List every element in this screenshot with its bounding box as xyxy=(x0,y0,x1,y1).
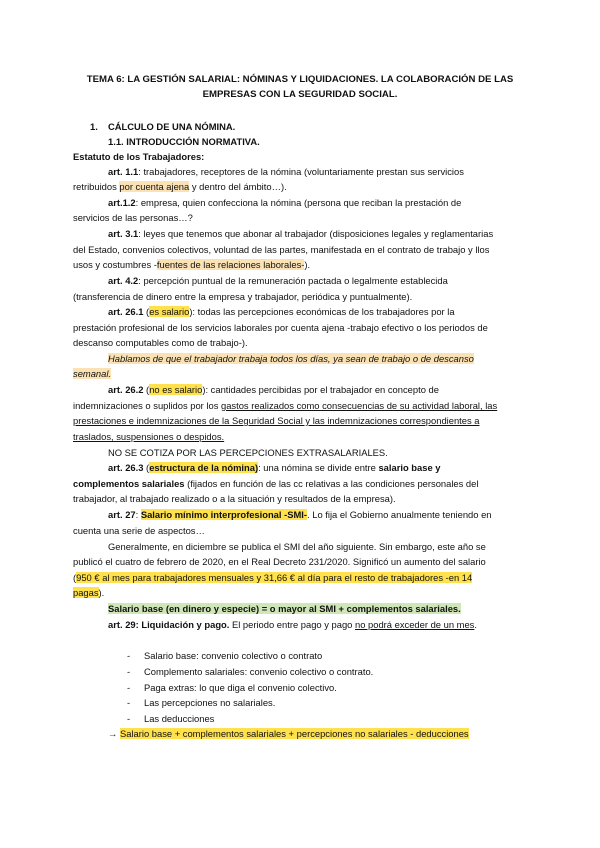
art-26-3-line-2: complementos salariales (fijados en función de las cc relativas a las condiciones personales del xyxy=(73,478,479,489)
art-3-1-line-1: art. 3.1: leyes que tenemos que abonar al trabajador (disposiciones legales y reglamentarias xyxy=(108,228,494,239)
note-line-2: semanal. xyxy=(73,368,112,379)
art-26-1-line-2: prestación profesional de los servicios laborales por cuenta ajena -trabajo efectivo o los periodos de xyxy=(73,322,488,333)
section-heading: CÁLCULO DE UNA NÓMINA. xyxy=(108,121,236,132)
art-1-1-line-1: art. 1.1: trabajadores, receptores de la nómina (voluntariamente prestan sus servicios xyxy=(108,166,464,177)
statute-heading: Estatuto de los Trabajadores: xyxy=(73,151,205,162)
art-26-2-line-3: prestaciones e indemnizaciones de la Seguridad Social y las indemnizaciones correspondientes a xyxy=(73,415,480,426)
art-4-2-line-1: art. 4.2: percepción puntual de la remuneración pactada o legalmente establecida xyxy=(108,275,448,286)
art-26-3-line-1: art. 26.3 (estructura de la nómina): una nómina se divide entre salario base y xyxy=(108,462,441,473)
art-26-1-line-1: art. 26.1 (es salario): todas las percepciones económicas de los trabajadores por la xyxy=(108,306,455,317)
art-1-1-line-2: retribuidos por cuenta ajena y dentro del ámbito…). xyxy=(73,181,287,192)
art-26-2-line-1: art. 26.2 (no es salario): cantidades percibidas por el trabajador en concepto de xyxy=(108,384,439,395)
section-number: 1. xyxy=(90,121,98,132)
bullet-dash: - xyxy=(127,697,131,708)
list-item: Las deducciones xyxy=(144,713,215,724)
bullet-dash: - xyxy=(127,713,131,724)
art-26-1-line-3: descanso computables como de trabajo-). xyxy=(73,337,248,348)
arrow-icon: → xyxy=(108,728,118,739)
smi-line-3: (950 € al mes para trabajadores mensuales y 31,66 € al día para el resto de trabajadores -en 14 xyxy=(73,572,473,583)
salary-formula-2: → Salario base + complementos salariales + percepciones no salariales - deducciones xyxy=(108,728,469,739)
art-27-line-1: art. 27: Salario mínimo interprofesional -SMI-. Lo fija el Gobierno anualmente teniendo en xyxy=(108,509,492,520)
art-26-2-line-2: indemnizaciones o suplidos por los gastos realizados como consecuencias de su actividad laboral, las xyxy=(73,400,498,411)
page-title-line-1: TEMA 6: LA GESTIÓN SALARIAL: NÓMINAS Y LIQUIDACIONES. LA COLABORACIÓN DE LAS xyxy=(86,74,514,85)
smi-line-4: pagas). xyxy=(73,587,105,598)
bullet-dash: - xyxy=(127,682,131,693)
art-3-1-line-3: usos y costumbres -fuentes de las relaciones laborales-). xyxy=(73,259,311,270)
no-cotiza-note: NO SE COTIZA POR LAS PERCEPCIONES EXTRASALARIALES. xyxy=(108,447,388,458)
art-29-line-1: art. 29: Liquidación y pago. El periodo entre pago y pago no podrá exceder de un mes. xyxy=(108,619,477,630)
list-item: Paga extras: lo que diga el convenio colectivo. xyxy=(144,682,337,693)
art-26-2-line-4: traslados, suspensiones o despidos. xyxy=(73,431,225,442)
bullet-dash: - xyxy=(127,666,131,677)
bullet-dash: - xyxy=(127,650,131,661)
salary-formula-1: Salario base (en dinero y especie) = o mayor al SMI + complementos salariales. xyxy=(108,603,461,614)
art-26-3-line-3: trabajador, al trabajado realizado o a la situación y resultados de la empresa). xyxy=(73,493,396,504)
art-1-2-line-2: servicios de las personas…? xyxy=(73,212,193,223)
art-27-line-2: cuenta una serie de aspectos… xyxy=(73,525,205,536)
smi-line-1: Generalmente, en diciembre se publica el SMI del año siguiente. Sin embargo, este año se xyxy=(108,541,486,552)
page-title-line-2: EMPRESAS CON LA SEGURIDAD SOCIAL. xyxy=(202,89,398,100)
note-line-1: Hablamos de que el trabajador trabaja todos los días, ya sean de trabajo o de descanso xyxy=(108,353,474,364)
subsection-heading: 1.1. INTRODUCCIÓN NORMATIVA. xyxy=(108,136,260,147)
art-4-2-line-2: (transferencia de dinero entre la empresa y trabajador, periódica y puntualmente). xyxy=(73,291,413,302)
smi-line-2: publicó el cuatro de febrero de 2020, en el Real Decreto 231/2020. Significó un aumento del salario xyxy=(73,556,486,567)
art-1-2-line-1: art.1.2: empresa, quien confecciona la nómina (persona que reciban la prestación de xyxy=(108,197,462,208)
list-item: Las percepciones no salariales. xyxy=(144,697,276,708)
art-3-1-line-2: del Estado, convenios colectivos, voluntad de las partes, manifestada en el contrato de trabajo y llos xyxy=(73,244,490,255)
list-item: Complemento salariales: convenio colectivo o contrato. xyxy=(144,666,374,677)
list-item: Salario base: convenio colectivo o contrato xyxy=(144,650,323,661)
